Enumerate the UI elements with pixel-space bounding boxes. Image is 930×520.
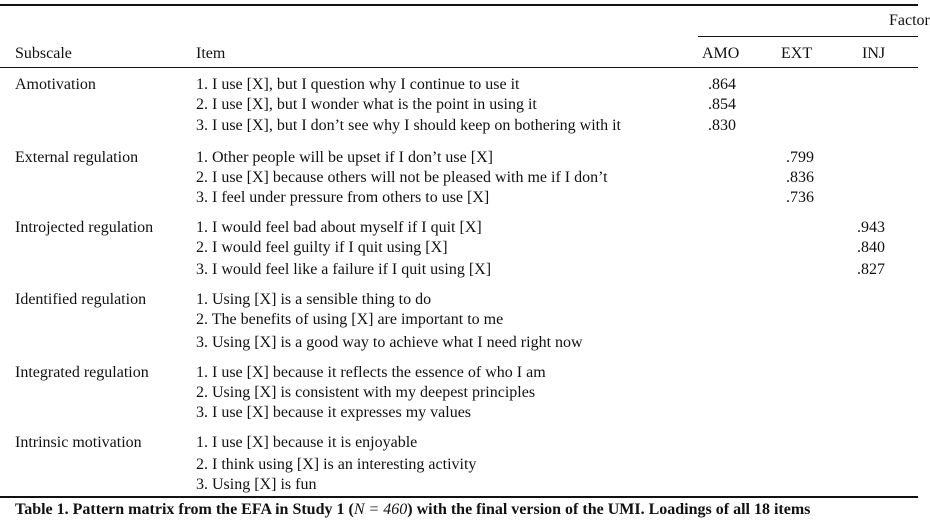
table-item: 1. I would feel bad about myself if I quit [X] [196, 219, 482, 236]
table-item: 1. Using [X] is a sensible thing to do [196, 291, 432, 308]
subscale-label: External regulation [15, 149, 139, 166]
table-item: 2. I use [X] because others will not be pleased with me if I don’t [196, 169, 608, 186]
table-item: 2. I think using [X] is an interesting activity [196, 456, 477, 473]
ext-column-header: EXT [781, 45, 813, 62]
caption-prefix: Table 1. Pattern matrix from the EFA in Study 1 ( [15, 501, 354, 518]
factor-loading: .827 [857, 261, 885, 278]
factor-loading: .736 [786, 189, 814, 206]
subscale-label: Amotivation [15, 76, 96, 93]
subscale-column-header: Subscale [15, 45, 72, 62]
top-rule [0, 4, 918, 6]
factor-loading: .830 [708, 117, 736, 134]
factor-loading: .836 [786, 169, 814, 186]
subscale-label: Introjected regulation [15, 219, 154, 236]
subscale-label: Identified regulation [15, 291, 147, 308]
table-item: 1. Other people will be upset if I don’t use [X] [196, 149, 493, 166]
table-item: 1. I use [X] because it reflects the essence of who I am [196, 364, 546, 381]
factor-header: Factor [889, 12, 930, 29]
amo-column-header: AMO [702, 45, 740, 62]
table-item: 2. Using [X] is consistent with my deepest principles [196, 384, 536, 401]
table-item: 3. I use [X], but I don’t see why I should keep on bothering with it [196, 117, 621, 134]
factor-loading: .799 [786, 149, 814, 166]
table-item: 2. The benefits of using [X] are important to me [196, 311, 504, 328]
bottom-rule [0, 496, 918, 498]
header-rule [0, 67, 918, 68]
subscale-label: Intrinsic motivation [15, 434, 142, 451]
factor-underline [698, 36, 918, 37]
table-item: 2. I use [X], but I wonder what is the point in using it [196, 96, 537, 113]
table-item: 1. I use [X], but I question why I continue to use it [196, 76, 520, 93]
factor-loading: .854 [708, 96, 736, 113]
table-item: 3. Using [X] is a good way to achieve what I need right now [196, 334, 583, 351]
table-item: 3. Using [X] is fun [196, 476, 317, 493]
table-item: 3. I use [X] because it expresses my values [196, 404, 472, 421]
item-column-header: Item [196, 45, 226, 62]
inj-column-header: INJ [862, 45, 886, 62]
factor-loading: .840 [857, 239, 885, 256]
table-item: 3. I feel under pressure from others to use [X] [196, 189, 490, 206]
subscale-label: Integrated regulation [15, 364, 149, 381]
table-item: 3. I would feel like a failure if I quit using [X] [196, 261, 492, 278]
caption-suffix: ) with the final version of the UMI. Loadings of all 18 items [407, 501, 811, 518]
caption-math: N = 460 [353, 501, 408, 518]
factor-loading: .943 [857, 219, 885, 236]
table-item: 2. I would feel guilty if I quit using [X] [196, 239, 448, 256]
table-item: 1. I use [X] because it is enjoyable [196, 434, 418, 451]
factor-loading: .864 [708, 76, 736, 93]
table-caption [15, 500, 810, 520]
